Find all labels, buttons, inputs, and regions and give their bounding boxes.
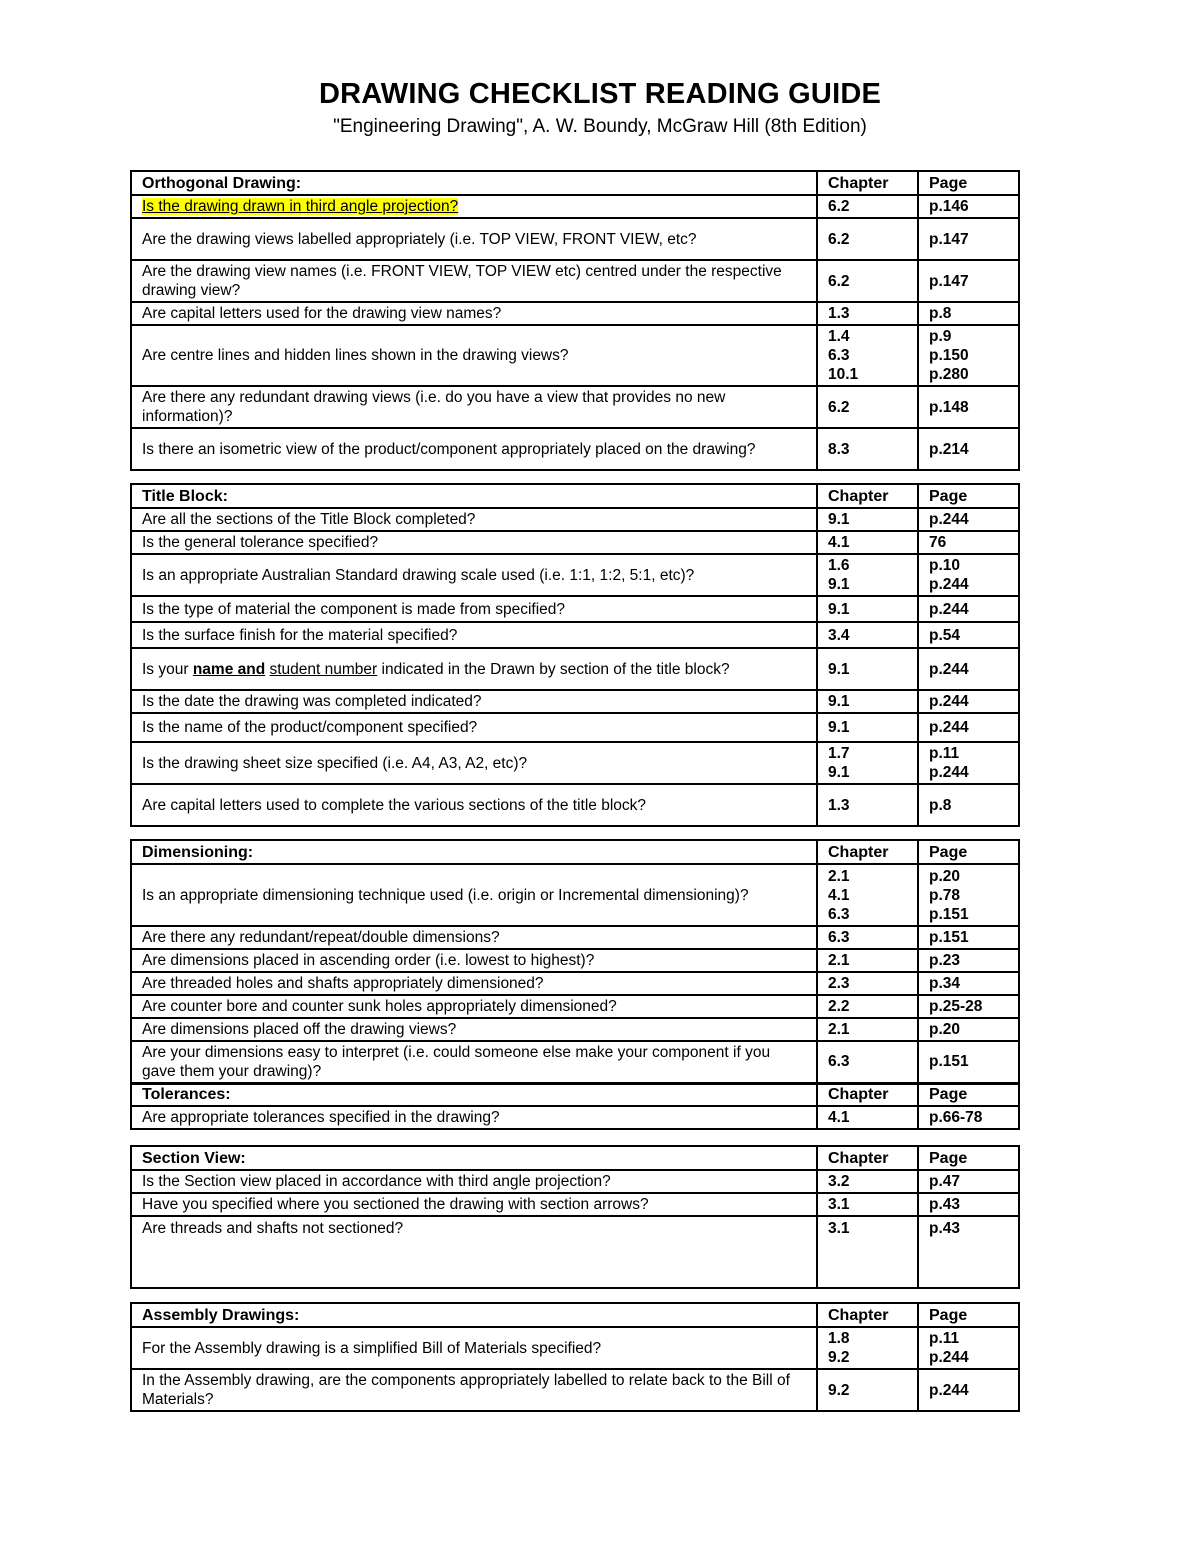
table-row bbox=[131, 1106, 1019, 1129]
page-cell: p.54 bbox=[918, 622, 1019, 648]
chapter-value: 9.2 bbox=[828, 1349, 850, 1366]
table-header-row bbox=[131, 484, 1019, 508]
question-cell: Is the type of material the component is made from specified? bbox=[131, 596, 817, 622]
chapter-value: 9.1 bbox=[828, 576, 850, 593]
section-heading: Assembly Drawings: bbox=[131, 1303, 817, 1327]
chapter-cell: 9.1 bbox=[817, 690, 918, 713]
table-row bbox=[131, 302, 1019, 325]
chapter-cell: 6.2 bbox=[817, 218, 918, 260]
table-row bbox=[131, 926, 1019, 949]
chapter-cell: 9.1 bbox=[817, 713, 918, 742]
page-value: p.78 bbox=[929, 886, 961, 904]
table-row bbox=[131, 386, 1019, 428]
page-cell bbox=[918, 742, 1019, 784]
question-cell: For the Assembly drawing is a simplified Bill of Materials specified? bbox=[131, 1327, 817, 1369]
question-cell: Are your dimensions easy to interpret (i.e. could someone else make your component if you gave them your drawing)? bbox=[131, 1041, 817, 1083]
table-row bbox=[131, 784, 1019, 826]
title-block-table bbox=[130, 483, 1020, 827]
chapter-cell: 2.3 bbox=[817, 972, 918, 995]
chapter-value: 1.8 bbox=[828, 1330, 850, 1347]
chapter-cell: 9.1 bbox=[817, 596, 918, 622]
table-row bbox=[131, 260, 1019, 302]
chapter-value: 9.1 bbox=[828, 764, 850, 781]
page-cell: p.148 bbox=[918, 386, 1019, 428]
table-row bbox=[131, 742, 1019, 784]
table-row bbox=[131, 949, 1019, 972]
question-cell: Is the name of the product/component specified? bbox=[131, 713, 817, 742]
page-header: Page bbox=[918, 1146, 1019, 1170]
chapter-cell: 9.1 bbox=[817, 648, 918, 690]
page-cell: p.244 bbox=[918, 713, 1019, 742]
page-value: p.150 bbox=[929, 347, 969, 364]
question-cell: Are centre lines and hidden lines shown in the drawing views? bbox=[131, 325, 817, 386]
chapter-cell: 1.3 bbox=[817, 302, 918, 325]
question-cell: Are counter bore and counter sunk holes appropriately dimensioned? bbox=[131, 995, 817, 1018]
chapter-cell bbox=[817, 1327, 918, 1369]
page-value: p.11 bbox=[929, 745, 960, 762]
question-cell: Is the Section view placed in accordance with third angle projection? bbox=[131, 1170, 817, 1193]
section-heading: Tolerances: bbox=[131, 1083, 817, 1106]
chapter-value: 6.3 bbox=[828, 347, 850, 364]
chapter-cell: 8.3 bbox=[817, 428, 918, 470]
chapter-cell: 3.1 bbox=[817, 1193, 918, 1216]
chapter-header: Chapter bbox=[817, 171, 918, 195]
page-value: p.9 bbox=[929, 328, 952, 345]
chapter-cell: 6.2 bbox=[817, 386, 918, 428]
page-cell: p.20 bbox=[918, 1018, 1019, 1041]
question-cell: Are threads and shafts not sectioned? bbox=[131, 1216, 817, 1288]
section-heading: Dimensioning: bbox=[131, 840, 817, 864]
table-row bbox=[131, 713, 1019, 742]
table-header-row bbox=[131, 840, 1019, 864]
question-cell: In the Assembly drawing, are the components appropriately labelled to relate back to the Bill of Materials? bbox=[131, 1369, 817, 1411]
chapter-cell: 6.2 bbox=[817, 260, 918, 302]
question-cell: Is an appropriate dimensioning technique used (i.e. origin or Incremental dimensioning)? bbox=[131, 864, 817, 926]
page-value: p.151 bbox=[929, 905, 969, 923]
table-row bbox=[131, 554, 1019, 596]
question-cell: Are dimensions placed off the drawing views? bbox=[131, 1018, 817, 1041]
chapter-header: Chapter bbox=[817, 1303, 918, 1327]
page-cell: p.8 bbox=[918, 784, 1019, 826]
name-and-emphasis: name and bbox=[192, 660, 266, 678]
chapter-header: Chapter bbox=[817, 1146, 918, 1170]
chapter-header: Chapter bbox=[817, 484, 918, 508]
table-header-row bbox=[131, 171, 1019, 195]
table-row bbox=[131, 648, 1019, 690]
page-value: p.244 bbox=[929, 576, 969, 593]
chapter-header: Chapter bbox=[817, 1083, 918, 1106]
page-subtitle: "Engineering Drawing", A. W. Boundy, McGraw Hill (8th Edition) bbox=[333, 116, 867, 137]
page-cell: p.25-28 bbox=[918, 995, 1019, 1018]
chapter-value: 1.7 bbox=[828, 745, 850, 762]
dimensioning-table bbox=[130, 839, 1020, 1130]
table-row bbox=[131, 1018, 1019, 1041]
chapter-cell: 4.1 bbox=[817, 531, 918, 554]
chapter-value: 10.1 bbox=[828, 366, 859, 383]
table-row bbox=[131, 1041, 1019, 1083]
page-cell bbox=[918, 325, 1019, 386]
page-cell: p.146 bbox=[918, 195, 1019, 218]
question-text: Is your bbox=[142, 660, 193, 678]
chapter-cell: 3.2 bbox=[817, 1170, 918, 1193]
question-cell: Is the drawing sheet size specified (i.e. A4, A3, A2, etc)? bbox=[131, 742, 817, 784]
question-text: indicated in the Drawn by section of the title block? bbox=[377, 660, 730, 678]
question-cell: Is there an isometric view of the product/component appropriately placed on the drawing? bbox=[131, 428, 817, 470]
table-row bbox=[131, 622, 1019, 648]
chapter-cell: 6.2 bbox=[817, 195, 918, 218]
student-number-emphasis: student number bbox=[269, 660, 378, 678]
question-cell: Is the general tolerance specified? bbox=[131, 531, 817, 554]
page-header: Page bbox=[918, 840, 1019, 864]
page-header: Page bbox=[918, 1083, 1019, 1106]
question-cell: Is an appropriate Australian Standard drawing scale used (i.e. 1:1, 1:2, 5:1, etc)? bbox=[131, 554, 817, 596]
section-heading: Title Block: bbox=[131, 484, 817, 508]
page-cell bbox=[918, 554, 1019, 596]
table-row bbox=[131, 531, 1019, 554]
chapter-cell: 2.1 bbox=[817, 949, 918, 972]
question-cell: Are the drawing view names (i.e. FRONT VIEW, TOP VIEW etc) centred under the respective drawing view? bbox=[131, 260, 817, 302]
table-header-row bbox=[131, 1083, 1019, 1106]
question-cell: Are all the sections of the Title Block completed? bbox=[131, 508, 817, 531]
question-cell: Are threaded holes and shafts appropriately dimensioned? bbox=[131, 972, 817, 995]
page-cell: p.23 bbox=[918, 949, 1019, 972]
table-row bbox=[131, 596, 1019, 622]
question-cell: Are appropriate tolerances specified in the drawing? bbox=[131, 1106, 817, 1129]
chapter-cell: 9.2 bbox=[817, 1369, 918, 1411]
chapter-header: Chapter bbox=[817, 840, 918, 864]
page-cell bbox=[918, 864, 1019, 926]
chapter-cell: 6.3 bbox=[817, 1041, 918, 1083]
table-row bbox=[131, 1327, 1019, 1369]
page-cell: p.214 bbox=[918, 428, 1019, 470]
page-value: p.244 bbox=[929, 1349, 969, 1366]
page-header: Page bbox=[918, 484, 1019, 508]
table-row bbox=[131, 864, 1019, 926]
chapter-value: 4.1 bbox=[828, 886, 850, 904]
page-cell: p.151 bbox=[918, 1041, 1019, 1083]
chapter-cell: 4.1 bbox=[817, 1106, 918, 1129]
page-value: p.280 bbox=[929, 366, 969, 383]
question-cell: Are there any redundant drawing views (i.e. do you have a view that provides no new information)? bbox=[131, 386, 817, 428]
page-header: Page bbox=[918, 171, 1019, 195]
page-cell: p.34 bbox=[918, 972, 1019, 995]
table-header-row bbox=[131, 1146, 1019, 1170]
question-cell: Are dimensions placed in ascending order (i.e. lowest to highest)? bbox=[131, 949, 817, 972]
table-row bbox=[131, 972, 1019, 995]
chapter-cell bbox=[817, 325, 918, 386]
chapter-cell bbox=[817, 864, 918, 926]
chapter-cell bbox=[817, 742, 918, 784]
page-cell: p.244 bbox=[918, 690, 1019, 713]
chapter-value: 1.4 bbox=[828, 328, 850, 345]
question-cell: Is the date the drawing was completed indicated? bbox=[131, 690, 817, 713]
question-cell bbox=[131, 648, 817, 690]
highlighted-question: Is the drawing drawn in third angle projection? bbox=[142, 198, 459, 215]
table-row bbox=[131, 325, 1019, 386]
page-value: p.11 bbox=[929, 1330, 960, 1347]
question-cell: Are there any redundant/repeat/double dimensions? bbox=[131, 926, 817, 949]
page-cell: p.47 bbox=[918, 1170, 1019, 1193]
table-row bbox=[131, 1216, 1019, 1288]
question-cell bbox=[131, 195, 817, 218]
question-cell: Are capital letters used to complete the various sections of the title block? bbox=[131, 784, 817, 826]
page-title: DRAWING CHECKLIST READING GUIDE bbox=[318, 78, 882, 110]
chapter-cell bbox=[817, 554, 918, 596]
chapter-cell: 6.3 bbox=[817, 926, 918, 949]
table-row bbox=[131, 1369, 1019, 1411]
page-cell: p.147 bbox=[918, 260, 1019, 302]
page-cell: p.43 bbox=[918, 1216, 1019, 1288]
page-cell: p.151 bbox=[918, 926, 1019, 949]
page-cell: p.66-78 bbox=[918, 1106, 1019, 1129]
page-value: p.20 bbox=[929, 867, 961, 885]
table-row bbox=[131, 1193, 1019, 1216]
chapter-cell: 3.4 bbox=[817, 622, 918, 648]
chapter-cell: 2.2 bbox=[817, 995, 918, 1018]
chapter-cell: 2.1 bbox=[817, 1018, 918, 1041]
question-cell: Is the surface finish for the material specified? bbox=[131, 622, 817, 648]
page-cell: p.8 bbox=[918, 302, 1019, 325]
chapter-value: 1.6 bbox=[828, 557, 850, 574]
assembly-table bbox=[130, 1302, 1020, 1412]
question-cell: Are the drawing views labelled appropriately (i.e. TOP VIEW, FRONT VIEW, etc? bbox=[131, 218, 817, 260]
page-cell: p.43 bbox=[918, 1193, 1019, 1216]
page-value: p.10 bbox=[929, 557, 961, 574]
chapter-value: 6.3 bbox=[828, 905, 850, 923]
question-cell: Are capital letters used for the drawing view names? bbox=[131, 302, 817, 325]
table-row bbox=[131, 218, 1019, 260]
page-cell: p.244 bbox=[918, 1369, 1019, 1411]
page-cell: p.147 bbox=[918, 218, 1019, 260]
section-heading: Section View: bbox=[131, 1146, 817, 1170]
section-view-table bbox=[130, 1145, 1020, 1289]
table-row bbox=[131, 508, 1019, 531]
chapter-cell: 3.1 bbox=[817, 1216, 918, 1288]
table-row bbox=[131, 428, 1019, 470]
table-row bbox=[131, 195, 1019, 218]
table-row bbox=[131, 995, 1019, 1018]
page-cell: 76 bbox=[918, 531, 1019, 554]
section-heading: Orthogonal Drawing: bbox=[131, 171, 817, 195]
table-row bbox=[131, 690, 1019, 713]
chapter-value: 2.1 bbox=[828, 867, 850, 885]
question-cell: Have you specified where you sectioned the drawing with section arrows? bbox=[131, 1193, 817, 1216]
table-row bbox=[131, 1170, 1019, 1193]
page-cell: p.244 bbox=[918, 648, 1019, 690]
page-cell: p.244 bbox=[918, 508, 1019, 531]
page-cell: p.244 bbox=[918, 596, 1019, 622]
page-header: Page bbox=[918, 1303, 1019, 1327]
page-value: p.244 bbox=[929, 764, 969, 781]
page-cell bbox=[918, 1327, 1019, 1369]
chapter-cell: 1.3 bbox=[817, 784, 918, 826]
orthogonal-table bbox=[130, 170, 1020, 471]
table-header-row bbox=[131, 1303, 1019, 1327]
chapter-cell: 9.1 bbox=[817, 508, 918, 531]
